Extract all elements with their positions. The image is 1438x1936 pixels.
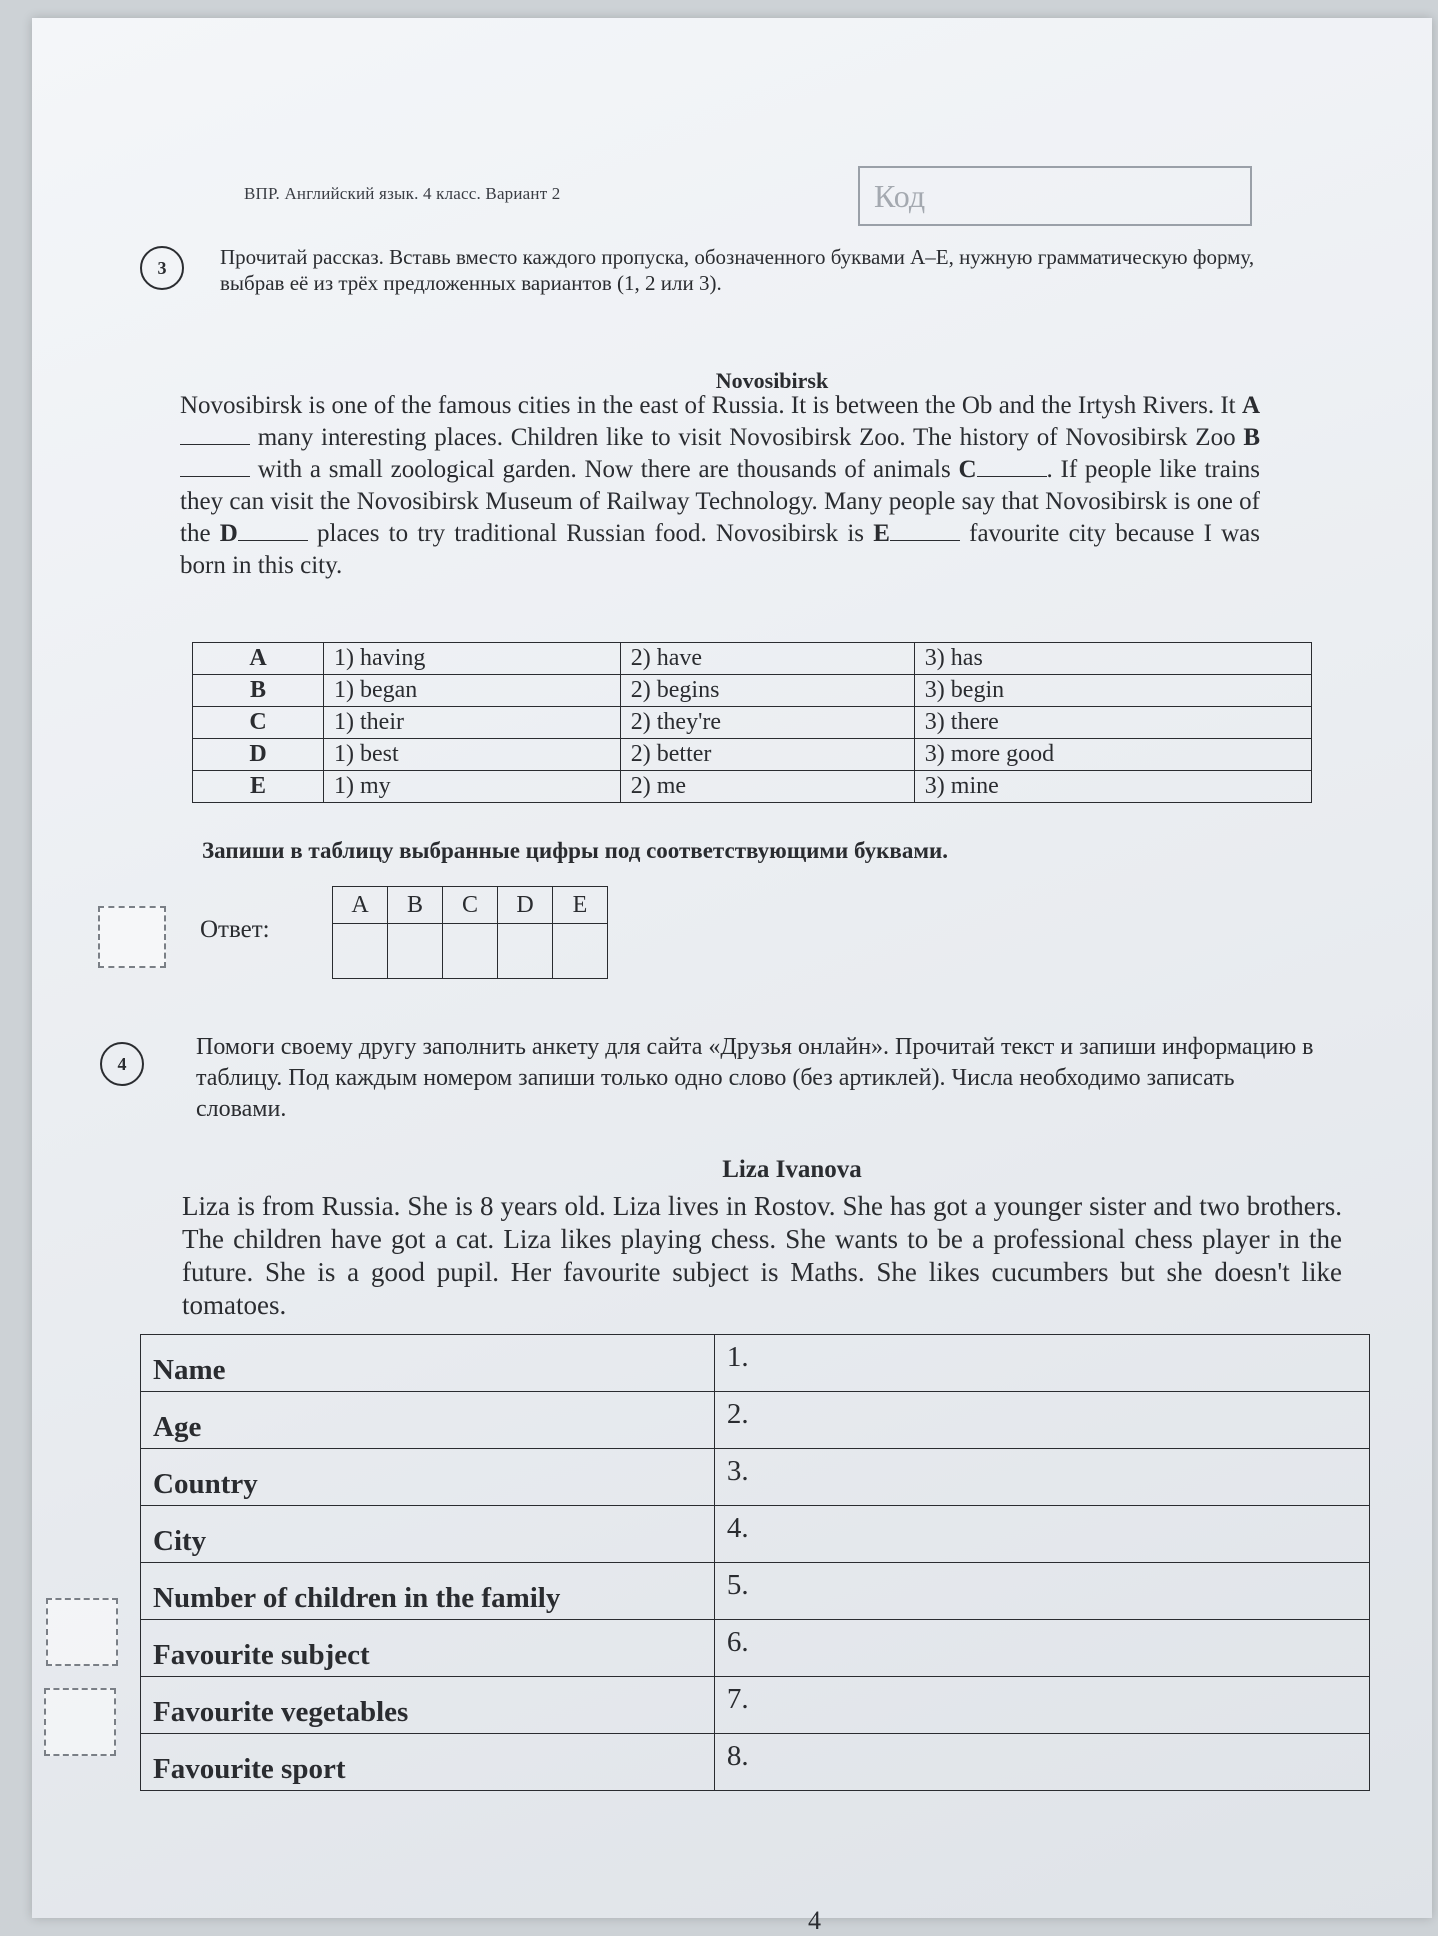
- option-letter: D: [193, 739, 324, 771]
- answer-input-cell[interactable]: [498, 924, 553, 979]
- form-row: [141, 1734, 1370, 1791]
- form-row: [141, 1506, 1370, 1563]
- gap-b-blank: [180, 458, 250, 477]
- score-box-task4a[interactable]: [46, 1598, 118, 1666]
- form-answer-cell[interactable]: 3.: [714, 1449, 1369, 1506]
- answer-table: [332, 886, 608, 979]
- option-cell: 1) their: [324, 707, 621, 739]
- gap-e-blank: [890, 522, 960, 541]
- page-header: ВПР. Английский язык. 4 класс. Вариант 2: [244, 184, 561, 203]
- task4-number: 4: [100, 1042, 144, 1086]
- form-field-label: Country: [141, 1449, 715, 1506]
- answer-header-cell: E: [553, 887, 608, 924]
- option-letter: C: [193, 707, 324, 739]
- option-cell: 3) has: [914, 643, 1311, 675]
- score-box-task4b[interactable]: [44, 1688, 116, 1756]
- task3-story: [180, 390, 1260, 582]
- gap-e-letter: E: [873, 520, 890, 547]
- form-answer-cell[interactable]: 4.: [714, 1506, 1369, 1563]
- code-box[interactable]: [858, 166, 1252, 226]
- form-row: [141, 1392, 1370, 1449]
- option-row: [193, 707, 1312, 739]
- task3-note: Запиши в таблицу выбранные цифры под соответствующими буквами.: [202, 838, 949, 863]
- form-answer-cell[interactable]: 5.: [714, 1563, 1369, 1620]
- story-text: with a small zoological garden. Now there are thousands of animals: [250, 456, 959, 483]
- answer-header-cell: A: [333, 887, 388, 924]
- answer-label: Ответ:: [200, 916, 270, 943]
- form-field-label: Favourite sport: [141, 1734, 715, 1791]
- form-field-label: Name: [141, 1335, 715, 1392]
- profile-form-table: [140, 1334, 1370, 1791]
- form-row: [141, 1335, 1370, 1392]
- gap-b-letter: B: [1243, 424, 1260, 451]
- story-text: . If people like trains they can visit the Novosibirsk Museum of Railway Technology. Many people say that Novosibirsk is one of the: [180, 456, 1260, 547]
- gap-c-letter: C: [958, 456, 977, 483]
- options-table: [192, 642, 1312, 803]
- form-row: [141, 1563, 1370, 1620]
- option-row: [193, 643, 1312, 675]
- answer-header-cell: D: [498, 887, 553, 924]
- answer-header-cell: C: [443, 887, 498, 924]
- gap-a-blank: [180, 426, 250, 445]
- option-cell: 1) my: [324, 771, 621, 803]
- form-answer-cell[interactable]: 7.: [714, 1677, 1369, 1734]
- option-cell: 2) better: [620, 739, 914, 771]
- score-box-task3[interactable]: [98, 906, 166, 968]
- option-cell: 2) begins: [620, 675, 914, 707]
- task3-title: Novosibirsk: [715, 368, 829, 393]
- task3-instruction: Прочитай рассказ. Вставь вместо каждого пропуска, обозначенного буквами A–E, нужную грамматическую форму, выбрав её из трёх предложенных вариантов (1, 2 или 3).: [220, 245, 1255, 295]
- code-label: Код: [874, 178, 926, 214]
- option-letter: E: [193, 771, 324, 803]
- story-text: many interesting places. Children like to visit Novosibirsk Zoo. The history of Novosibirsk Zoo: [250, 424, 1244, 451]
- option-cell: 3) mine: [914, 771, 1311, 803]
- task4-title: Liza Ivanova: [722, 1156, 862, 1183]
- task3-number: 3: [140, 246, 184, 290]
- option-cell: 2) they're: [620, 707, 914, 739]
- story-text: favourite city because I was born in this city.: [180, 520, 1260, 579]
- answer-header-cell: B: [388, 887, 443, 924]
- option-cell: 2) me: [620, 771, 914, 803]
- gap-c-blank: [977, 458, 1047, 477]
- option-cell: 3) begin: [914, 675, 1311, 707]
- form-field-label: Number of children in the family: [141, 1563, 715, 1620]
- option-cell: 3) more good: [914, 739, 1311, 771]
- gap-a-letter: A: [1241, 392, 1260, 419]
- form-field-label: Favourite vegetables: [141, 1677, 715, 1734]
- form-row: [141, 1677, 1370, 1734]
- worksheet-page: [32, 18, 1432, 1935]
- answer-input-cell[interactable]: [443, 924, 498, 979]
- task4-instruction: Помоги своему другу заполнить анкету для сайта «Друзья онлайн». Прочитай текст и запиши информацию в таблицу. Под каждым номером запиши только одно слово (без артиклей). Числа необходимо записать словами.: [196, 1034, 1314, 1122]
- gap-d-letter: D: [219, 520, 238, 547]
- option-cell: 1) having: [324, 643, 621, 675]
- form-row: [141, 1449, 1370, 1506]
- option-cell: 1) began: [324, 675, 621, 707]
- story-text: places to try traditional Russian food. Novosibirsk is: [307, 520, 874, 547]
- task4-text: Liza is from Russia. She is 8 years old. Liza lives in Rostov. She has got a younger sister and two brothers. The children have got a cat. Liza likes playing chess. She wants to be a professional chess player in the future. She is a good pupil. Her favourite subject is Maths. She likes cucumbers but she doesn't like tomatoes.: [182, 1191, 1342, 1320]
- gap-d-blank: [238, 522, 308, 541]
- option-row: [193, 771, 1312, 803]
- form-answer-cell[interactable]: 1.: [714, 1335, 1369, 1392]
- form-answer-cell[interactable]: 8.: [714, 1734, 1369, 1791]
- story-text: Novosibirsk is one of the famous cities in the east of Russia. It is between the Ob and the Irtysh Rivers. It: [180, 392, 1242, 419]
- option-letter: A: [193, 643, 324, 675]
- form-field-label: Favourite subject: [141, 1620, 715, 1677]
- option-row: [193, 739, 1312, 771]
- form-answer-cell[interactable]: 2.: [714, 1392, 1369, 1449]
- page-number: 4: [808, 1906, 821, 1935]
- form-field-label: Age: [141, 1392, 715, 1449]
- answer-input-cell[interactable]: [333, 924, 388, 979]
- option-cell: 2) have: [620, 643, 914, 675]
- option-letter: B: [193, 675, 324, 707]
- form-answer-cell[interactable]: 6.: [714, 1620, 1369, 1677]
- form-row: [141, 1620, 1370, 1677]
- form-field-label: City: [141, 1506, 715, 1563]
- answer-input-cell[interactable]: [553, 924, 608, 979]
- answer-input-cell[interactable]: [388, 924, 443, 979]
- option-row: [193, 675, 1312, 707]
- option-cell: 3) there: [914, 707, 1311, 739]
- option-cell: 1) best: [324, 739, 621, 771]
